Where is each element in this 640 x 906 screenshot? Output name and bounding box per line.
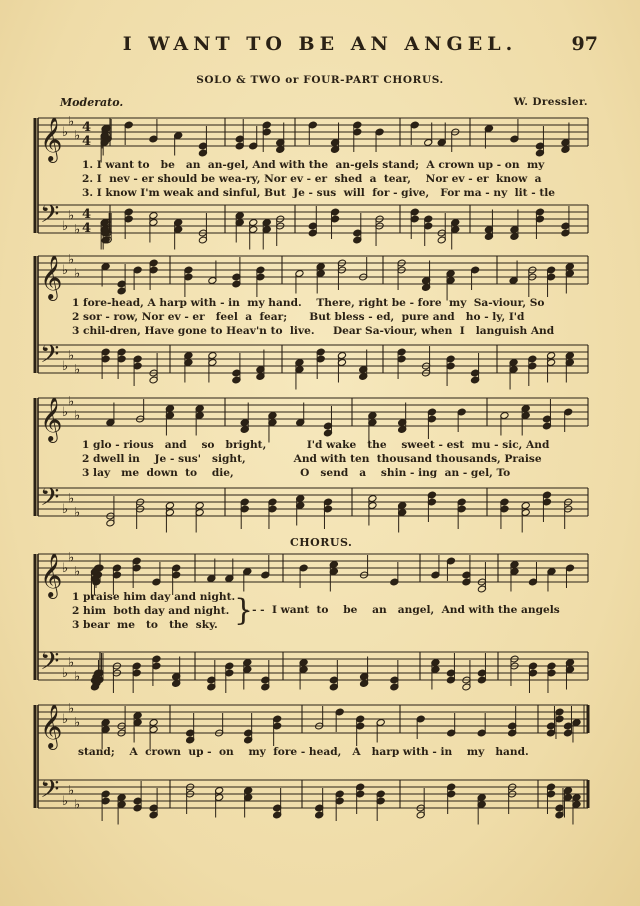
flat-sign-icon: ♭ xyxy=(68,394,75,410)
system-4-lyric-verse-2: 2 him both day and night. xyxy=(72,605,230,617)
system-1-lyric-verse-3: 3. I know I'm weak and sinful, But Je - sus will for - give, For ma - ny lit - tle xyxy=(82,187,555,199)
bass-clef-icon: 𝄢 xyxy=(40,483,60,518)
system-1-lyric-verse-1: 1. I want to be an an-gel, And with the an-gels stand; A crown up - on my xyxy=(82,159,545,171)
flat-sign-icon: ♭ xyxy=(68,348,75,364)
flat-sign-icon: ♭ xyxy=(68,655,75,671)
time-signature-numerator: 4 xyxy=(82,207,92,222)
system-5-lyric: stand; A crown up - on my fore - head, A harp with - in my hand. xyxy=(78,746,529,758)
flat-sign-icon: ♭ xyxy=(62,125,69,140)
system-4-lyric-verse-3: 3 bear me to the sky. xyxy=(72,619,218,631)
treble-clef-icon: 𝄞 xyxy=(40,117,63,161)
system-4-lyric-verse-1: 1 praise him day and night. xyxy=(72,591,236,603)
flat-sign-icon: ♭ xyxy=(62,502,69,517)
treble-clef-icon: 𝄞 xyxy=(40,397,63,441)
flat-sign-icon: ♭ xyxy=(74,564,81,580)
treble-clef-icon: 𝄞 xyxy=(40,704,63,748)
page-number: 97 xyxy=(571,33,598,55)
chorus-lead-lyric: - - - I want to be an angel, And with the angels xyxy=(244,604,560,616)
bass-clef-icon: 𝄢 xyxy=(40,647,60,682)
flat-sign-icon: ♭ xyxy=(68,783,75,799)
flat-sign-icon: ♭ xyxy=(74,266,81,282)
time-signature-numerator: 4 xyxy=(82,120,92,135)
treble-clef-icon: 𝄞 xyxy=(40,553,63,597)
system-2-lyric-verse-2: 2 sor - row, Nor ev - er feel a fear; But bless - ed, pure and ho - ly, I'd xyxy=(72,311,525,323)
flat-sign-icon: ♭ xyxy=(74,505,81,521)
flat-sign-icon: ♭ xyxy=(74,362,81,378)
flat-sign-icon: ♭ xyxy=(74,715,81,731)
flat-sign-icon: ♭ xyxy=(62,263,69,278)
bass-clef-icon: 𝄢 xyxy=(40,775,60,810)
composer-name: W. Dressler. xyxy=(513,96,588,108)
tempo-marking: Moderato. xyxy=(60,96,124,109)
flat-sign-icon: ♭ xyxy=(74,128,81,144)
system-3-lyric-verse-1: 1 glo - rious and so bright, I'd wake the sweet - est mu - sic, And xyxy=(82,439,550,451)
flat-sign-icon: ♭ xyxy=(68,208,75,224)
song-subtitle: SOLO & TWO or FOUR-PART CHORUS. xyxy=(196,74,444,86)
flat-sign-icon: ♭ xyxy=(62,359,69,374)
system-3-lyric-verse-2: 2 dwell in Je - sus' sight, And with ten thousand thousands, Praise xyxy=(82,453,542,465)
flat-sign-icon: ♭ xyxy=(68,252,75,268)
flat-sign-icon: ♭ xyxy=(74,797,81,813)
time-signature-denominator: 4 xyxy=(82,134,92,149)
treble-clef-icon: 𝄞 xyxy=(40,255,63,299)
flat-sign-icon: ♭ xyxy=(62,666,69,681)
bass-clef-icon: 𝄢 xyxy=(40,200,60,235)
flat-sign-icon: ♭ xyxy=(62,712,69,727)
flat-sign-icon: ♭ xyxy=(62,405,69,420)
chorus-label: CHORUS. xyxy=(290,536,353,549)
flat-sign-icon: ♭ xyxy=(68,550,75,566)
song-title: I WANT TO BE AN ANGEL. xyxy=(122,33,518,55)
flat-sign-icon: ♭ xyxy=(74,669,81,685)
flat-sign-icon: ♭ xyxy=(62,794,69,809)
flat-sign-icon: ♭ xyxy=(68,701,75,717)
verse-brace: } xyxy=(234,593,254,628)
flat-sign-icon: ♭ xyxy=(62,561,69,576)
system-2-lyric-verse-1: 1 fore-head, A harp with - in my hand. There, right be - fore my Sa-viour, So xyxy=(72,297,545,309)
flat-sign-icon: ♭ xyxy=(68,491,75,507)
flat-sign-icon: ♭ xyxy=(74,222,81,238)
time-signature-denominator: 4 xyxy=(82,221,92,236)
flat-sign-icon: ♭ xyxy=(62,219,69,234)
system-2-lyric-verse-3: 3 chil-dren, Have gone to Heav'n to live. Dear Sa-viour, when I languish And xyxy=(72,325,555,337)
bass-clef-icon: 𝄢 xyxy=(40,340,60,375)
flat-sign-icon: ♭ xyxy=(68,114,75,130)
system-1-lyric-verse-2: 2. I nev - er should be wea-ry, Nor ev - er shed a tear, Nor ev - er know a xyxy=(82,173,542,185)
flat-sign-icon: ♭ xyxy=(74,408,81,424)
system-3-lyric-verse-3: 3 lay me down to die, O send a shin - ing an - gel, To xyxy=(82,467,511,479)
